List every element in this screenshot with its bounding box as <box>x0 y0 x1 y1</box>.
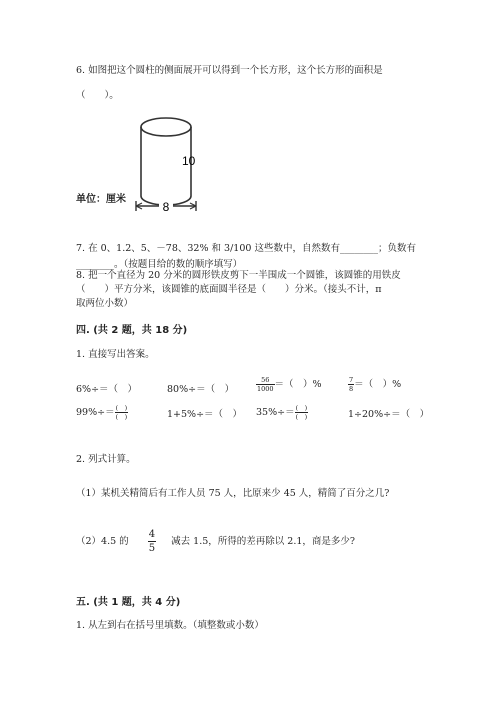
cylinder-top-ellipse <box>141 118 191 136</box>
q6-line1: 6. 如图把这个圆柱的侧面展开可以得到一个长方形，这个长方形的面积是 <box>76 65 383 76</box>
height-label: 10 <box>182 154 196 168</box>
section4-title: 四. (共 2 题，共 18 分) <box>76 325 188 336</box>
calc-item: 6%÷＝（ ） <box>76 384 138 395</box>
q8-line1: 8. 把一个直径为 20 分米的圆形铁皮剪下一半围成一个圆锥，该圆锥的用铁皮 <box>76 270 401 281</box>
calc-item: 1÷20%÷＝（ ） <box>348 409 430 420</box>
unit-label: 单位：厘米 <box>76 194 126 205</box>
q6-answer-blank: （ ）。 <box>76 90 119 101</box>
q8-line2: （ ）平方分米，该圆锥的底面圆半径是（ ）分米。（接头不计，π <box>76 284 382 295</box>
s4-q2-title: 2. 列式计算。 <box>76 454 136 465</box>
q7-line2: ________。（按题目给的数的顺序填写） <box>76 259 243 270</box>
s4-q2-p2: （2）4.5 的 $\frac{4}{5}$ 减去 1.5，所得的差再除以 2.1，商是多少? <box>76 529 355 554</box>
s4-q1-title: 1. 直接写出答案。 <box>76 349 155 360</box>
q7-line1: 7. 在 0、1.2、5、－78、32% 和 3/100 这些数中，自然数有________；负数有 <box>76 243 416 254</box>
q8-line3: 取两位小数） <box>76 298 134 309</box>
width-label: 8 <box>162 200 170 214</box>
s4-q2-p1: （1）某机关精简后有工作人员 75 人，比原来少 45 人，精简了百分之几? <box>76 488 390 499</box>
section5-title: 五. (共 1 题，共 4 分) <box>76 597 181 608</box>
calc-item: 99%÷＝ $\frac{( )}{( )}$ <box>76 404 128 421</box>
s5-q1: 1. 从左到右在括号里填数。（填整数或小数） <box>76 620 264 631</box>
calc-item: 80%÷＝（ ） <box>167 384 235 395</box>
calc-item: $\frac{56}{1000}$ ＝（ ）% <box>257 376 322 393</box>
calc-item: 35%÷＝ $\frac{( )}{( )}$ <box>256 404 308 421</box>
calc-item: $\frac{7}{8}$ ＝（ ）% <box>349 376 402 393</box>
calc-item: 1+5%÷＝（ ） <box>167 409 243 420</box>
